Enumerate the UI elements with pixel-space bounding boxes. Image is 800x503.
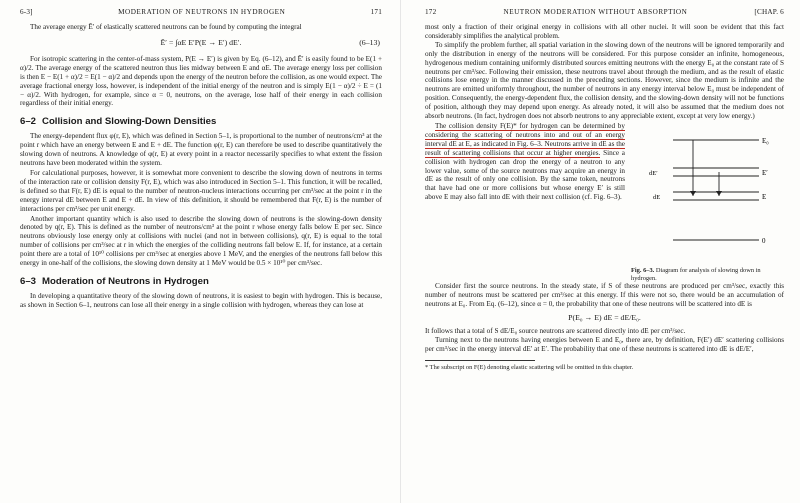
figure-caption bbox=[631, 267, 784, 282]
highlighted-passage: The collision density F(E)* for hydrogen can be determined by considering the scattering of neutrons into and out of an energy interval dE at E, as indicated in Fig. 6–3. Neutrons arrive in dE as the result of scattering collisions that occur at higher energies. bbox=[425, 121, 625, 157]
label-e: E bbox=[762, 192, 767, 201]
left-paragraph-1: For isotropic scattering in the center-of-mass system, P(E → E′) is given by Eq. (6–12), and Ē′ is easily found to be E(1 + α)/2. The average energy of the scattered neutron thus lies midway between E and αE. The average energy loss per collision is then E − E(1 + α)/2 = E(1 − α)/2 and depends upon the energy of the neutron before the collision, as one would expect. The average fractional energy loss, however, is independent of the initial energy of the neutron and is simply E(1 − α)/2 ÷ E = (1 − α)/2. With hydrogen, for example, since α = 0, neutrons, on the average, lose half of their energy in each collision regardless of their initial energy. bbox=[20, 54, 382, 108]
paragraph-3-continuation: Since a collision with hydrogen can drop the energy of a neutron to any lower value, some of the source neutrons may acquire an energy in dE as the result of only one collision. By the same token, neutrons that have had one or more collisions but whose energy E′ is still above E may also fall into dE with their next collision (cf. Fig. 6–3). bbox=[425, 148, 625, 202]
right-paragraph-3 bbox=[425, 122, 625, 202]
left-paragraph-3: For calculational purposes, however, it is somewhat more convenient to describe the slowing down of neutrons in terms of the interaction rate or collision density F(r, E), which was also introduced in Section 5–1. This function, it will be recalled, is defined so that F(r, E) dE is equal to the number of neutron-nucleus interactions occurring per cm³/sec at the point r in the energy interval dE between E and E + dE. In view of this definition, it should be remembered that F(r, E) is the number of interactions per cm³/sec per unit energy. bbox=[20, 168, 382, 213]
equation-number: (6–13) bbox=[359, 37, 380, 47]
left-page-header bbox=[20, 6, 382, 18]
left-paragraph-5: In developing a quantitative theory of the slowing down of neutrons, it is easiest to begin with hydrogen. This is because, as shown in Section 6–1, neutrons can lose all their energy in a single collision with hydrogen, whereas they can lose at bbox=[20, 291, 382, 309]
label-dEprime: dE′ bbox=[649, 169, 658, 177]
section-number: 6–3 bbox=[20, 275, 37, 287]
equation-probability: P(E₀ → E) dE = dE/E₀. bbox=[568, 312, 641, 322]
figure-side-text bbox=[425, 122, 625, 282]
label-e0: E₀ bbox=[762, 136, 769, 145]
right-page-header bbox=[425, 6, 784, 18]
figure-caption-label: Fig. 6–3. bbox=[631, 266, 655, 274]
left-header-section: 6-3] bbox=[20, 8, 33, 16]
left-paragraph-4: Another important quantity which is also used to describe the slowing down of neutrons is the slowing-down density denoted by q(r, E). This is defined as the number of neutrons/cm³ at the point r whose energy falls below E per sec. Since neutrons obviously lose energy only at collisions with nuclei (and not in between collisions), q(r, E) is equal to the total number of collisions per cm³/sec at r in which the energies of the colliding neutrons fall below E. If, for instance, at a certain point there are a total of 10¹⁰ collisions per cm³/sec at energies above 1 MeV, and the energies of the neutrons fall below this energy in one-half of the collisions, the slowing down density at 1 MeV would be 0.5 × 10¹⁰ per cm³/sec. bbox=[20, 214, 382, 268]
label-zero: 0 bbox=[762, 236, 766, 245]
right-paragraph-4: Consider first the source neutrons. In the steady state, if S of these neutrons are produced per cm³/sec, exactly this number of neutrons must be scattered per cm³/sec at this energy. If this were not so, there would be an accumulation of neutrons at E₀. From Eq. (6–12), since α = 0, the probability that one of these neutrons will be scattered into dE is bbox=[425, 282, 784, 308]
arrow-source-head bbox=[690, 191, 696, 196]
right-header-title: NEUTRON MODERATION WITHOUT ABSORPTION bbox=[503, 8, 688, 16]
figure-caption-text: Diagram for analysis of slowing down in hydrogen. bbox=[631, 266, 761, 282]
right-paragraph-2: To simplify the problem further, all spatial variation in the slowing down of the neutrons will be ignored temporarily and only the distribution in energy of the neutrons will be considered. For this purpose consider an infinite, homogeneous, hydrogenous medium containing uniformly distributed sources emitting neutrons with the energy E₀ at the constant rate of S neutrons per cm³/sec. Following their emission, these neutrons travel about through the medium, and as the result of elastic collisions lose energy in the manner discussed in the preceding sections. However, since the medium is infinite and the neutrons are emitted uniformly throughout, the number of neutrons in any energy interval below E₀ must be independent of position. Consequently, the energy-dependent flux, the collision density, and the slowing-down density will not be functions of position, although they may depend upon energy. As already noted, it will also be assumed that the medium does not absorb neutrons. (In fact, hydrogen does not absorb neutrons to any appreciable extent, except at very low energy.) bbox=[425, 40, 784, 121]
footnote: * The subscript on F(E) denoting elastic scattering will be omitted in this chapter. bbox=[425, 363, 634, 371]
right-header-chapter: [CHAP. 6 bbox=[754, 8, 784, 16]
right-paragraph-5: It follows that a total of S dE/E₀ source neutrons are scattered directly into dE per cm³/sec. bbox=[425, 326, 686, 335]
right-paragraph-1: most only a fraction of their original energy in collisions with all other nuclei. It will soon be evident that this fact considerably simplifies the analytical problem. bbox=[425, 23, 784, 40]
footnote-rule bbox=[425, 360, 535, 361]
figure-section bbox=[425, 122, 784, 282]
section-heading-6-2 bbox=[20, 116, 382, 127]
section-title: Collision and Slowing-Down Densities bbox=[42, 116, 217, 128]
right-header-page-number: 172 bbox=[425, 8, 437, 16]
label-dE: dE bbox=[653, 193, 661, 201]
energy-level-diagram bbox=[631, 122, 781, 262]
left-header-page-number: 171 bbox=[370, 8, 382, 16]
left-header-title: MODERATION OF NEUTRONS IN HYDROGEN bbox=[118, 8, 286, 16]
left-equation bbox=[20, 36, 382, 50]
label-eprime: E′ bbox=[762, 168, 768, 177]
equation-6-13: Ē′ = ∫αE E′P(E → E′) dE′. bbox=[160, 37, 242, 47]
section-heading-6-3 bbox=[20, 276, 382, 287]
figure-6-3 bbox=[631, 122, 784, 282]
right-equation bbox=[425, 312, 784, 324]
left-paragraph-2: The energy-dependent flux φ(r, E), which was defined in Section 5–1, is proportional to the number of neutrons/cm³ at the point r which have an energy between E and E + dE. The function φ(r, E) can therefore be used to describe quantitatively the slowing down of neutrons. A knowledge of φ(r, E) at every point in a reactor necessarily specifies to what extent the fission neutrons have been moderated within the system. bbox=[20, 132, 382, 168]
left-intro-paragraph: The average energy Ē′ of elastically scattered neutrons can be found by computing the integral bbox=[30, 23, 302, 31]
section-number: 6–2 bbox=[20, 116, 37, 128]
arrow-scatter-head bbox=[716, 191, 722, 196]
section-title: Moderation of Neutrons in Hydrogen bbox=[42, 275, 209, 287]
right-paragraph-6: Turning next to the neutrons having energies between E and E₀, there are, by definition, F(E′) dE′ scattering collisions per cm³/sec in the energy interval dE′ at E′. The probability that one of these neutrons is scattered into dE is dE/E′, bbox=[425, 335, 784, 353]
right-page bbox=[400, 0, 800, 503]
